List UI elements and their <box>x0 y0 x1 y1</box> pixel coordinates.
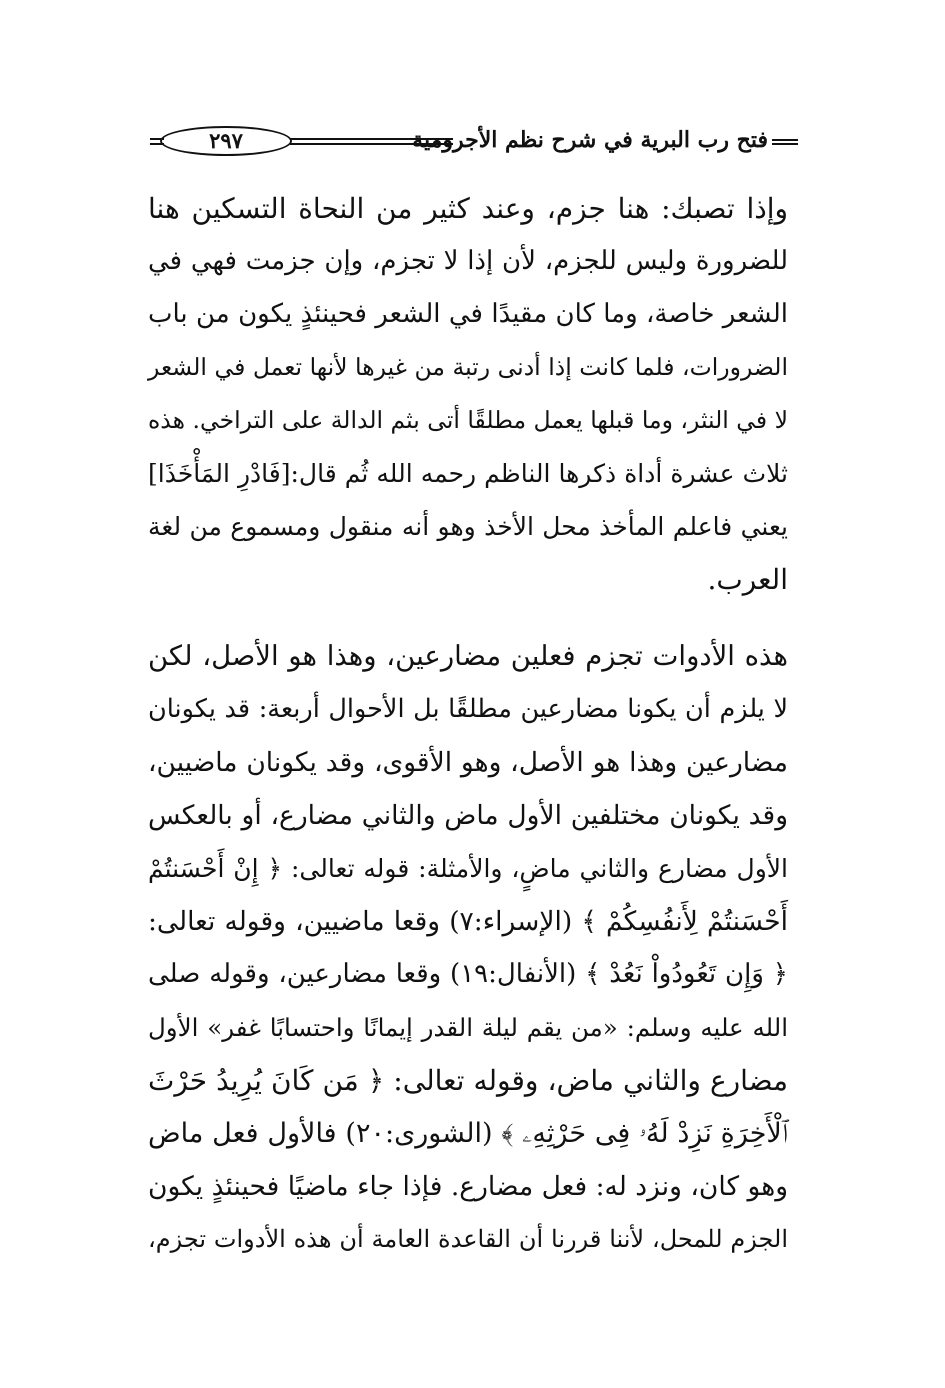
text-line: الشعر خاصة، وما كان مقيدًا في الشعر فحينئذٍ يكون من باب <box>148 299 788 329</box>
text-line: لا في النثر، وما قبلها يعمل مطلقًا أتى بثم الدالة على التراخي. هذه <box>148 406 788 434</box>
header-ornament-right <box>772 139 798 145</box>
paragraph-2 <box>148 630 788 1266</box>
text-line: ٱلْأَخِرَةِ نَزِدْ لَهُۥ فِى حَرْثِهِۦ ﴾ (الشورى:٢٠) فالأول فعل ماض <box>148 1118 788 1149</box>
text-line: وقد يكونان مختلفين الأول ماض والثاني مضارع، أو بالعكس <box>148 800 788 831</box>
text-line: لا يلزم أن يكونا مضارعين مطلقًا بل الأحوال أربعة: قد يكونان <box>148 694 788 724</box>
text-line: الجزم للمحل، لأننا قررنا أن القاعدة العامة أن هذه الأدوات تجزم، <box>148 1225 788 1253</box>
paragraph-1 <box>148 182 788 606</box>
text-line: الأول مضارع والثاني ماضٍ، والأمثلة: قوله تعالى: ﴿ إِنْ أَحْسَنتُمْ <box>148 854 788 883</box>
text-line: العرب. <box>707 563 788 596</box>
header-rule <box>290 138 453 145</box>
paragraph-gap <box>148 606 788 630</box>
text-line: يعني فاعلم المأخذ محل الأخذ وهو أنه منقول ومسموع من لغة <box>148 512 788 541</box>
running-header <box>150 122 798 162</box>
text-line: وإذا تصبك: هنا جزم، وعند كثير من النحاة التسكين هنا <box>148 192 788 225</box>
text-line: مضارعين وهذا هو الأصل، وهو الأقوى، وقد يكونان ماضيين، <box>148 747 788 778</box>
page-number: ٢٩٧ <box>160 126 292 156</box>
text-line: وهو كان، ونزد له: فعل مضارع. فإذا جاء ماضيًا فحينئذٍ يكون <box>148 1171 788 1202</box>
text-line: ﴿ وَإِن تَعُودُواْ نَعُدْ ﴾ (الأنفال:١٩) وقعا مضارعين، وقوله صلى <box>148 959 788 989</box>
page-body <box>148 182 788 1266</box>
text-line: هذه الأدوات تجزم فعلين مضارعين، وهذا هو الأصل، لكن <box>148 640 788 672</box>
book-title: فتح رب البرية في شرح نظم الأجرومية <box>412 127 768 153</box>
text-line: الضرورات، فلما كانت إذا أدنى رتبة من غيرها لأنها تعمل في الشعر <box>148 353 788 381</box>
header-ornament-left <box>150 138 164 145</box>
text-line: الله عليه وسلم: «من يقم ليلة القدر إيمانًا واحتسابًا غفر» الأول <box>148 1013 788 1042</box>
text-line: ثلاث عشرة أداة ذكرها الناظم رحمه الله ثُم قال:[فَادْرِ المَأْخَذَا] <box>148 459 788 488</box>
text-line: أَحْسَنتُمْ لِأَنفُسِكُمْ ﴾ (الإسراء:٧) وقعا ماضيين، وقوله تعالى: <box>148 906 788 937</box>
text-line: مضارع والثاني ماض، وقوله تعالى: ﴿ مَن كَانَ يُرِيدُ حَرْثَ <box>148 1064 788 1097</box>
text-line: للضرورة وليس للجزم، لأن إذا لا تجزم، وإن جزمت فهي في <box>148 246 788 276</box>
